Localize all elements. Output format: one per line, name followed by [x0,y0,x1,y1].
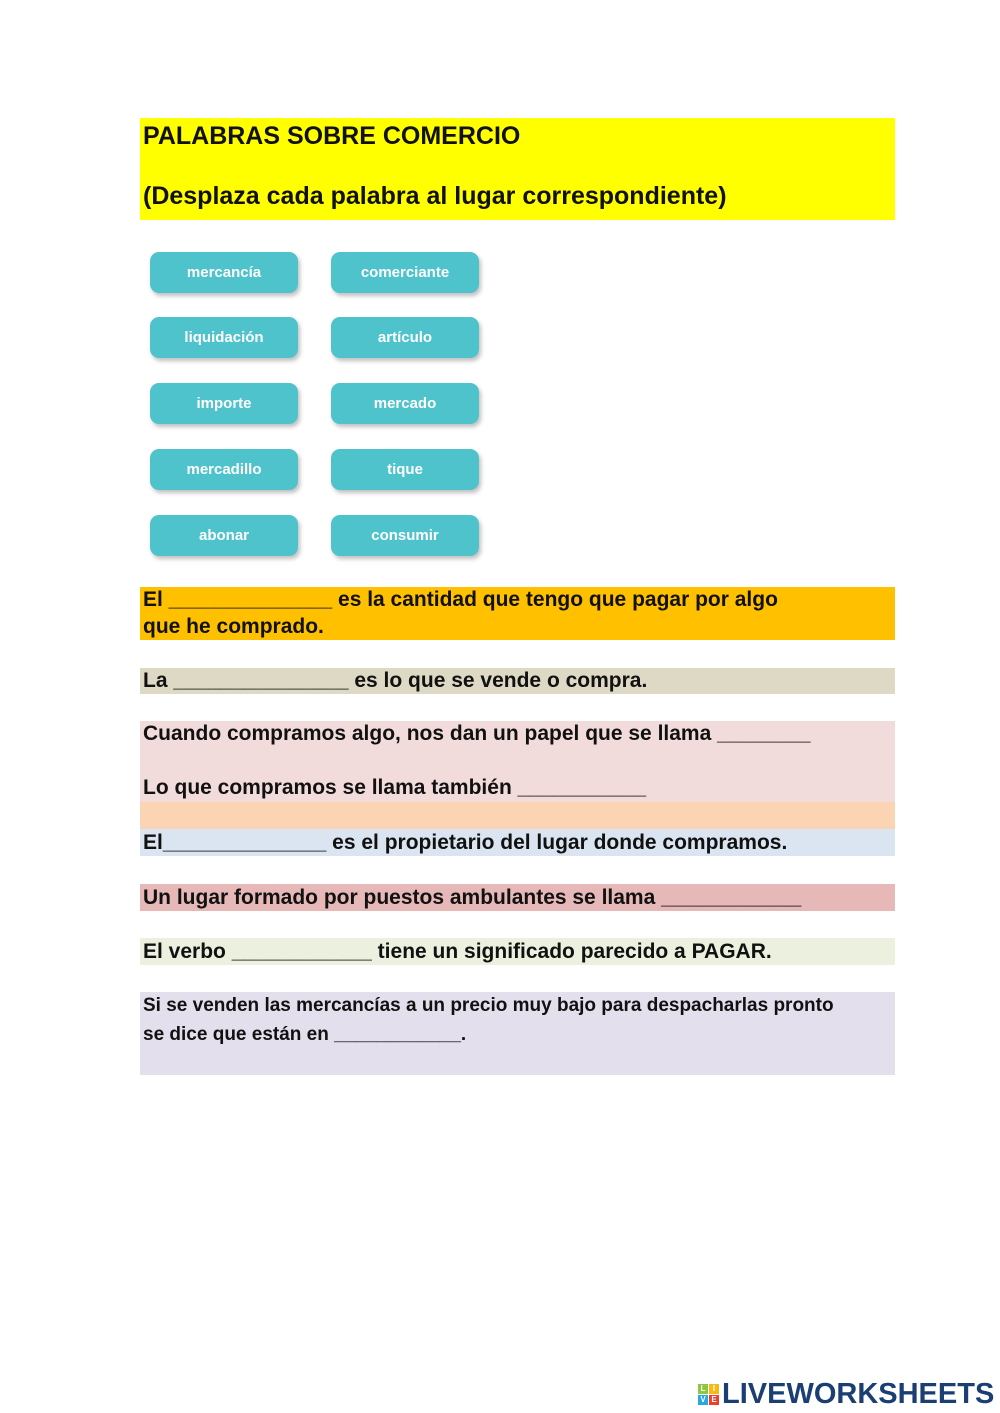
word-chip-mercadillo[interactable]: mercadillo [150,449,298,490]
word-chip-comerciante[interactable]: comerciante [331,252,479,293]
word-chip-mercado[interactable]: mercado [331,383,479,424]
word-chip-mercancia[interactable]: mercancía [150,252,298,293]
liveworksheets-logo [698,1378,994,1411]
sentence-tique-articulo [140,721,895,802]
sentence-text: Lo que compramos se llama también ___________ [143,776,647,799]
sentence-text: que he comprado. [143,615,324,638]
sentence-text: se dice que están en ____________. [143,1024,467,1045]
word-chip-consumir[interactable]: consumir [331,515,479,556]
logo-cube: V [698,1395,708,1405]
sentence-importe [140,587,895,640]
word-chip-abonar[interactable]: abonar [150,515,298,556]
sentence-text: El ______________ es la cantidad que tengo que pagar por algo [143,588,778,611]
title-instructions: (Desplaza cada palabra al lugar correspondiente) [143,182,727,210]
sentence-mercadillo [140,884,895,911]
sentence-liquidacion [140,992,895,1075]
title-block [140,118,895,220]
word-chip-importe[interactable]: importe [150,383,298,424]
sentence-text: Si se venden las mercancías a un precio muy bajo para despacharlas pronto [143,995,834,1016]
sentence-text: Cuando compramos algo, nos dan un papel que se llama ________ [143,722,811,745]
sentence-text: Un lugar formado por puestos ambulantes se llama ____________ [143,886,802,909]
sentence-text: La _______________ es lo que se vende o compra. [143,669,648,692]
logo-cube: L [698,1384,708,1394]
logo-cube: I [709,1384,719,1394]
sentence-text: El______________ es el propietario del lugar donde compramos. [143,831,788,854]
sentence-comerciante [140,829,895,856]
sentence-text: El verbo ____________ tiene un significado parecido a PAGAR. [143,940,772,963]
word-chip-liquidacion[interactable]: liquidación [150,317,298,358]
spacer-band [140,802,895,829]
logo-cube: E [709,1395,719,1405]
title-heading: PALABRAS SOBRE COMERCIO [143,122,521,150]
word-chip-tique[interactable]: tique [331,449,479,490]
logo-text: LIVEWORKSHEETS [722,1378,995,1410]
sentence-mercancia [140,668,895,694]
sentence-abonar [140,938,895,965]
logo-cubes-icon [698,1384,719,1405]
word-chip-articulo[interactable]: artículo [331,317,479,358]
